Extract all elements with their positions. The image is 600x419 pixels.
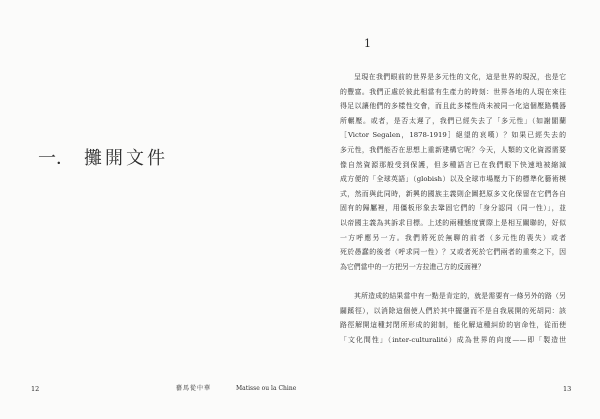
chapter-title: 攤開文件 [84, 148, 168, 169]
page-number-left: 12 [31, 385, 40, 393]
text-line: 死於愚蠢的後者（呼求同一性）？又或者死於它們兩者的重奏之下，因 [340, 248, 566, 257]
chapter-number: 一． [38, 148, 74, 169]
text-line: 闢蹊徑），以消除這個使人們於其中擺盪而不是自我展開的死胡同：該 [340, 306, 566, 315]
text-line: 為它們當中的一方把另一方拉進己方的反面裡？ [340, 262, 485, 271]
page-number-right: 13 [563, 385, 572, 393]
text-line: 多元性，我們能否在思想上重新建構它呢？今天，人類的文化資源需要 [340, 145, 566, 154]
text-line: 式，然而與此同時，新興的國族主義則企圖把原多文化保留在它們各自 [340, 189, 566, 198]
text-line: ［Victor Segalen，1878-1919］絕望的哀嘆）？如果已經失去的 [340, 131, 566, 140]
text-line: 成方便的「全球英語」（globish）以及全球市場壓力下的標準化藝術模 [340, 175, 566, 184]
text-line: 「文化間性」（inter-culturalité）成為世界的向度——即「製造世 [340, 335, 566, 344]
text-line: 以帝國主義為其訴求目標。上述的兩種態度實際上是相互關聯的，好似 [340, 218, 566, 227]
running-title-chinese: 藝馬從中華 [176, 385, 212, 392]
paragraph [340, 289, 566, 347]
text-line: 呈現在我們眼前的世界是多元性的文化，這是世界的現況，也是它 [354, 73, 566, 81]
text-line: 路徑解開這種封閉所形成的鉗制，能化解這種糾紛的宿命性，從而使 [340, 321, 566, 330]
chapter-marker: 1 [364, 37, 371, 50]
right-page [300, 0, 600, 419]
paragraph [340, 70, 566, 274]
text-line: 得足以讓他們的多樣性交會，而且此多樣性尚未被同一化這個壓路機器 [340, 102, 566, 111]
text-line: 像自然資源那般受到保護，但多種語言已在我們眼下快速地被縮減 [340, 160, 566, 169]
text-line: 固有的歸屬裡，用僵板形象去鞏固它們的「身分認同（同一性）」，並 [340, 204, 566, 213]
running-title-french: Matisse ou la Chine [236, 385, 297, 392]
text-line: 一方呼應另一方。我們將死於無聊的前者（多元性的喪失）或者 [340, 233, 566, 242]
body-text [340, 70, 566, 347]
text-line: 的豐富。我們正處於彼此相當有生產力的時刻：世界各地的人現在來往 [340, 87, 566, 96]
text-line: 所輾壓。或者，是否太遲了，我們已經失去了「多元性」（如謝閣蘭 [340, 116, 566, 125]
text-line: 其所造成的結果當中有一點是肯定的，就是需要有一條另外的路（另 [354, 291, 566, 300]
